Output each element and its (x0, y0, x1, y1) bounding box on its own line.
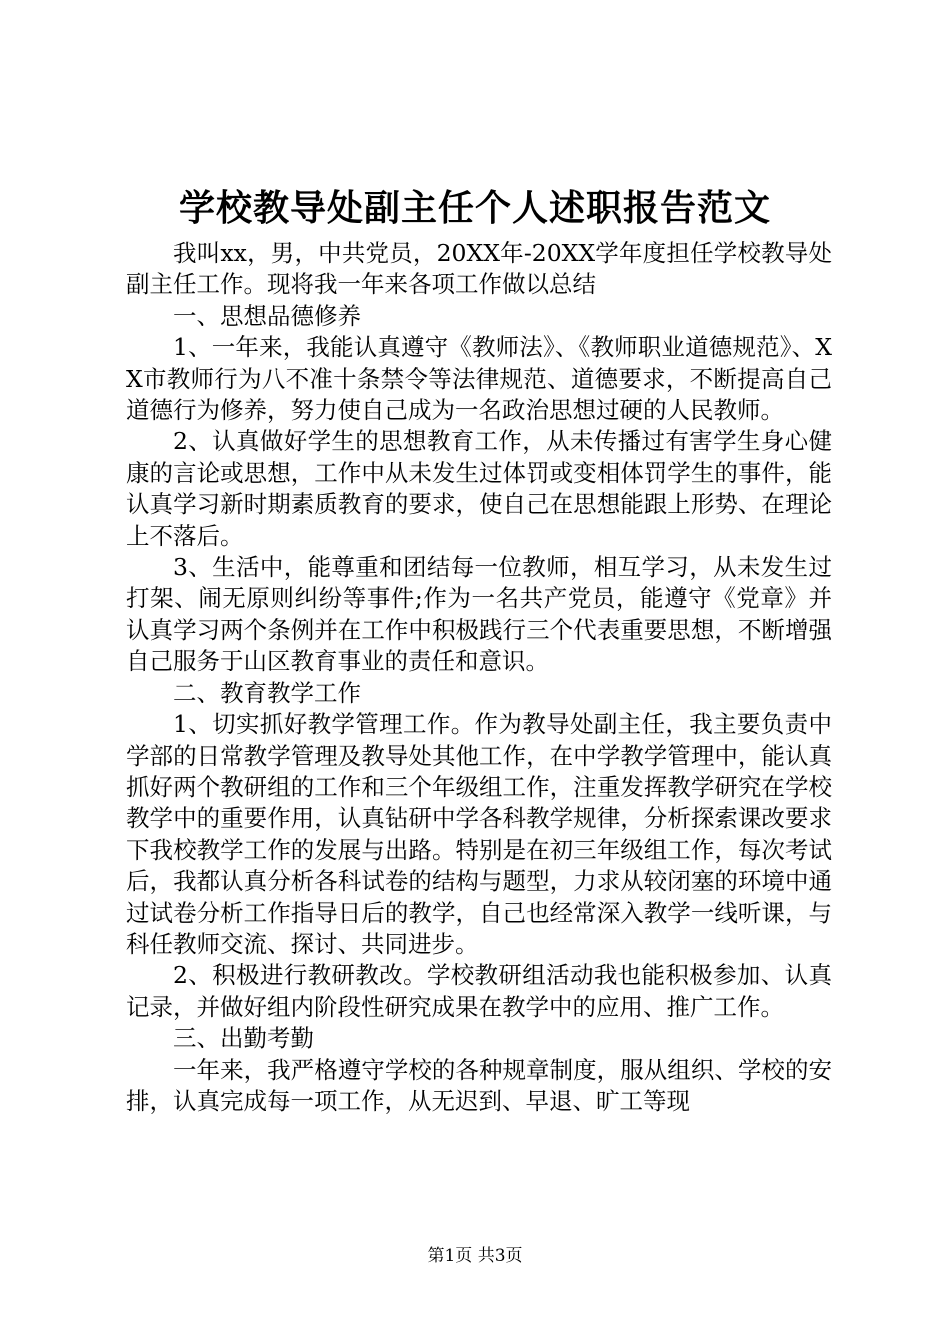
document-body (126, 238, 832, 1117)
document-title: 学校教导处副主任个人述职报告范文 (178, 187, 771, 229)
section-heading-3: 三、出勤考勤 (173, 1024, 314, 1053)
paragraph-1-1: 1、一年来，我能认真遵守《教师法》、《教师职业道德规范》、XX市教师行为八不准十条禁令等法律规范、道德要求，不断提高自己道德行为修养，努力使自己成为一名政治思想过硬的人民教师。 (126, 333, 832, 425)
paragraph-3-1: 一年来，我严格遵守学校的各种规章制度，服从组织、学校的安排，认真完成每一项工作，从无迟到、早退、旷工等现 (126, 1055, 832, 1115)
paragraph-2-1: 1、切实抓好教学管理工作。作为教导处副主任，我主要负责中学部的日常教学管理及教导处其他工作，在中学教学管理中，能认真抓好两个教研组的工作和三个年级组工作，注重发挥教学研究在学校教学中的重要作用，认真钻研中学各科教学规律，分析探索课改要求下我校教学工作的发展与出路。特别是在初三年级组工作，每次考试后，我都认真分析各科试卷的结构与题型，力求从较闭塞的环境中通过试卷分析工作指导日后的教学，自己也经常深入教学一线听课，与科任教师交流、探讨、共同进步。 (126, 710, 832, 958)
section-heading-1: 一、思想品德修养 (173, 301, 361, 330)
paragraph-2-2: 2、积极进行教研教改。学校教研组活动我也能积极参加、认真记录，并做好组内阶段性研究成果在教学中的应用、推广工作。 (126, 961, 832, 1021)
paragraph-intro: 我叫xx，男，中共党员，20XX年-20XX学年度担任学校教导处副主任工作。现将我一年来各项工作做以总结 (126, 239, 832, 299)
page-number-footer: 第1页 共3页 (427, 1246, 523, 1266)
paragraph-1-2: 2、认真做好学生的思想教育工作，从未传播过有害学生身心健康的言论或思想，工作中从未发生过体罚或变相体罚学生的事件，能认真学习新时期素质教育的要求，使自己在思想能跟上形势、在理论上不落后。 (126, 427, 832, 550)
paragraph-1-3: 3、生活中，能尊重和团结每一位教师，相互学习，从未发生过打架、闹无原则纠纷等事件;作为一名共产党员，能遵守《党章》并认真学习两个条例并在工作中积极践行三个代表重要思想，不断增强自己服务于山区教育事业的责任和意识。 (126, 553, 832, 676)
section-heading-2: 二、教育教学工作 (173, 678, 361, 707)
